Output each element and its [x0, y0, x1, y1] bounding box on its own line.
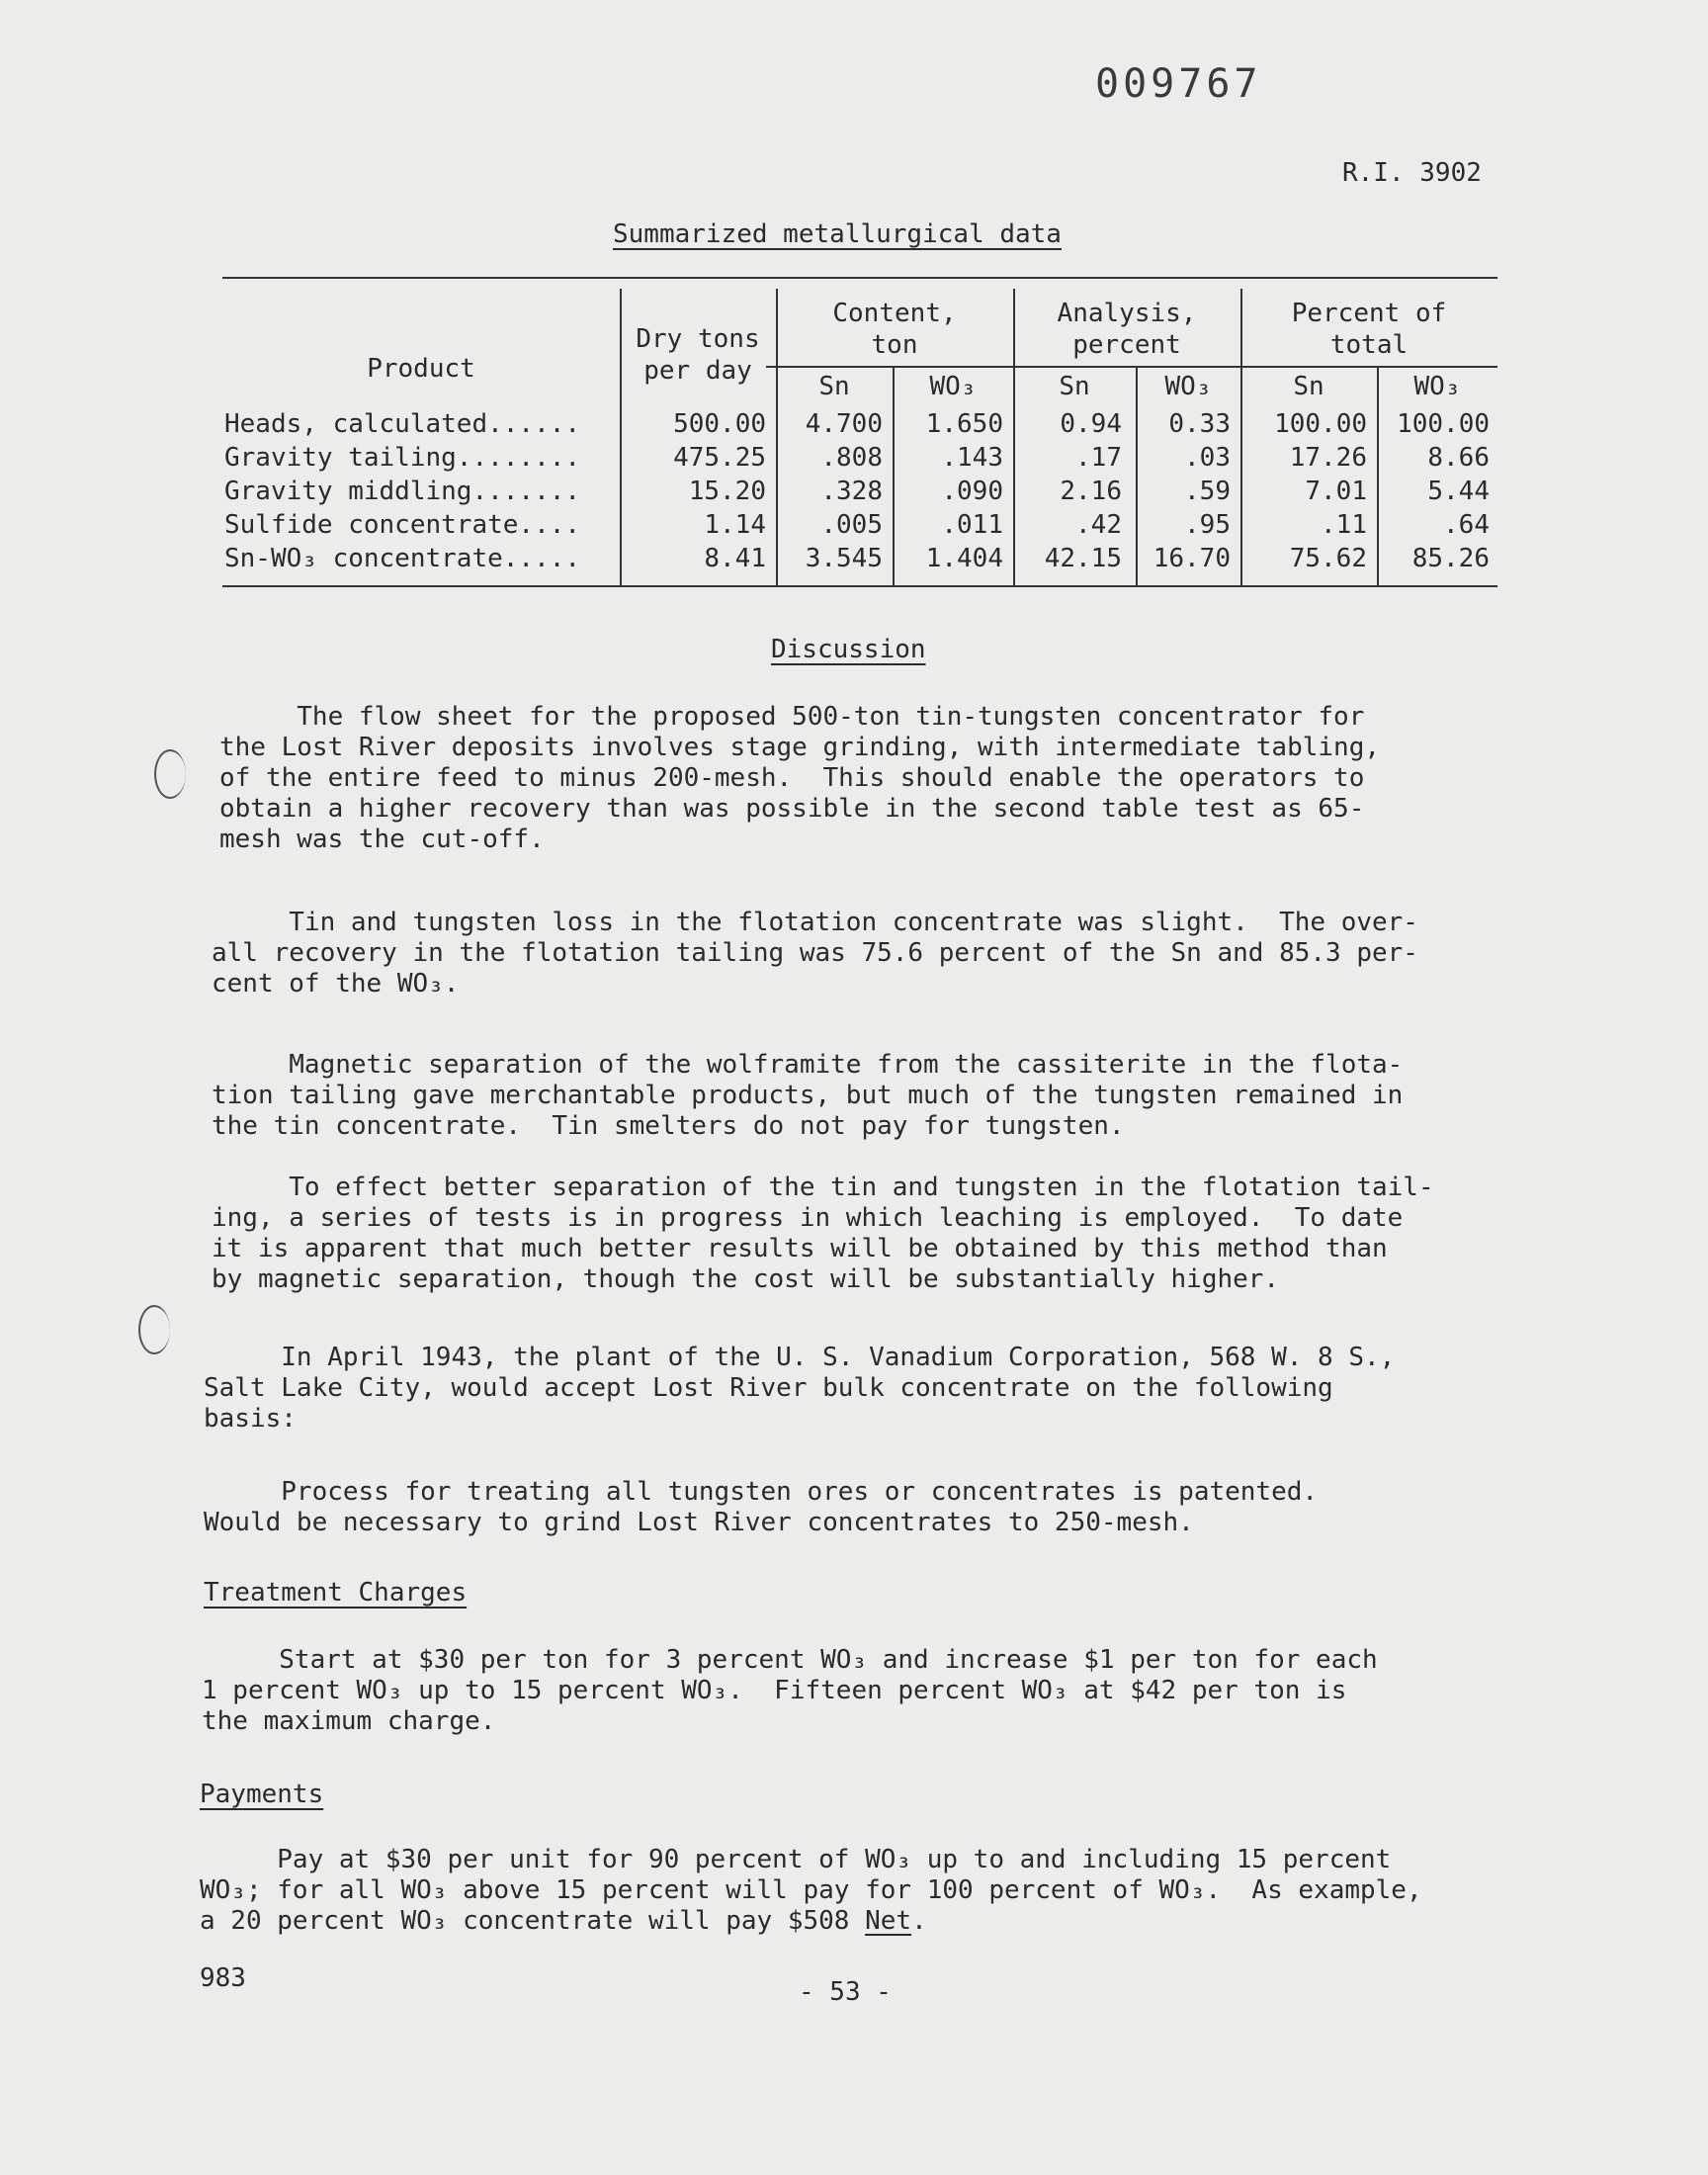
row-dry-tons: 500.00 — [673, 409, 766, 439]
header-percent-wo3: WO₃ — [1413, 372, 1461, 401]
binder-hole-mark — [154, 749, 186, 799]
row-product: Gravity tailing........ — [224, 443, 581, 473]
row-analysis-wo3: .59 — [1184, 477, 1231, 506]
row-content-sn: .808 — [820, 443, 883, 473]
header-percent-total-line2: total — [1329, 330, 1409, 360]
row-pct-wo3: 85.26 — [1411, 544, 1490, 573]
row-pct-wo3: 100.00 — [1397, 409, 1490, 439]
report-id: R.I. 3902 — [1342, 158, 1482, 188]
payments-heading: Payments — [200, 1780, 324, 1809]
row-content-sn: 3.545 — [805, 544, 883, 573]
metallurgical-data-table — [222, 277, 1497, 593]
header-content-line2: ton — [871, 330, 918, 360]
discussion-paragraph-2: Tin and tungsten loss in the flotation concentrate was slight. The over- all recovery in the flotation tailing was 75.6 percent of the Sn and 85.3 per- cent of the WO₃. — [212, 908, 1418, 999]
row-analysis-sn: .42 — [1075, 510, 1122, 540]
row-pct-wo3: .64 — [1443, 510, 1490, 540]
row-content-wo3: 1.650 — [925, 409, 1003, 439]
row-analysis-sn: 0.94 — [1060, 409, 1122, 439]
header-analysis-sn: Sn — [1059, 372, 1090, 401]
header-analysis-wo3: WO₃ — [1164, 372, 1212, 401]
treatment-heading: Treatment Charges — [204, 1578, 468, 1608]
row-analysis-wo3: .95 — [1184, 510, 1231, 540]
row-analysis-sn: 42.15 — [1044, 544, 1122, 573]
header-product: Product — [367, 354, 475, 384]
net-term: Net — [865, 1906, 912, 1936]
header-percent-sn: Sn — [1293, 372, 1324, 401]
treatment-paragraph: Start at $30 per ton for 3 percent WO₃ and increase $1 per ton for each 1 percent WO₃ up to 15 percent WO₃. Fifteen percent WO₃ at $42 per ton is the maximum charge. — [202, 1645, 1378, 1736]
row-dry-tons: 475.25 — [673, 443, 766, 473]
row-pct-sn: 7.01 — [1305, 477, 1367, 506]
row-content-wo3: 1.404 — [925, 544, 1003, 573]
header-percent-total-line1: Percent of — [1291, 299, 1447, 328]
discussion-heading: Discussion — [771, 635, 926, 664]
payments-paragraph: Pay at $30 per unit for 90 percent of WO₃ up to and including 15 percent WO₃; for all WO₃ above 15 percent will pay for 100 percent of WO₃. As example, a 20 percent WO₃ concentrate will pay $508 Net. — [200, 1845, 1422, 1936]
row-content-wo3: .090 — [941, 477, 1003, 506]
row-dry-tons: 1.14 — [704, 510, 766, 540]
row-pct-sn: 100.00 — [1274, 409, 1367, 439]
document-stamp-number: 009767 — [1095, 61, 1262, 107]
row-dry-tons: 8.41 — [704, 544, 766, 573]
row-pct-sn: 75.62 — [1289, 544, 1367, 573]
row-pct-wo3: 8.66 — [1427, 443, 1490, 473]
row-content-sn: .005 — [820, 510, 883, 540]
header-content-wo3: WO₃ — [929, 372, 977, 401]
row-pct-wo3: 5.44 — [1427, 477, 1490, 506]
row-analysis-wo3: 16.70 — [1153, 544, 1231, 573]
discussion-paragraph-5: In April 1943, the plant of the U. S. Vanadium Corporation, 568 W. 8 S., Salt Lake City, would accept Lost River bulk concentrate on the following basis: — [204, 1343, 1396, 1434]
row-pct-sn: .11 — [1321, 510, 1367, 540]
row-product: Sulfide concentrate.... — [224, 510, 581, 540]
row-content-wo3: .143 — [941, 443, 1003, 473]
page-number: - 53 - — [799, 1977, 892, 2007]
discussion-paragraph-1: The flow sheet for the proposed 500-ton tin-tungsten concentrator for the Lost River deposits involves stage grinding, with intermediate tabling, of the entire feed to minus 200-mesh. This should enable the operators to obtain a higher recovery than was possible in the second table test as 65- mesh was the cut-off. — [219, 702, 1380, 854]
footer-code: 983 — [200, 1963, 246, 1993]
row-pct-sn: 17.26 — [1289, 443, 1367, 473]
row-product: Sn-WO₃ concentrate..... — [224, 544, 581, 573]
row-dry-tons: 15.20 — [688, 477, 766, 506]
discussion-paragraph-6: Process for treating all tungsten ores or concentrates is patented. Would be necessary to grind Lost River concentrates to 250-mesh. — [204, 1477, 1319, 1537]
binder-hole-mark — [138, 1305, 170, 1354]
header-analysis-line1: Analysis, — [1057, 299, 1197, 328]
discussion-paragraph-3: Magnetic separation of the wolframite from the cassiterite in the flota- tion tailing gave merchantable products, but much of the tungsten remained in the tin concentrate. Tin smelters do not pay for tungsten. — [212, 1050, 1404, 1141]
row-analysis-sn: .17 — [1075, 443, 1122, 473]
row-analysis-wo3: 0.33 — [1168, 409, 1231, 439]
discussion-paragraph-4: To effect better separation of the tin and tungsten in the flotation tail- ing, a series of tests is in progress in which leaching is employed. To date it is apparent that much better results will be obtained by this method than by magnetic separation, though the cost will be substantially higher. — [212, 1173, 1434, 1294]
header-dry-tons-line2: per day — [643, 356, 752, 386]
row-content-wo3: .011 — [941, 510, 1003, 540]
row-analysis-sn: 2.16 — [1060, 477, 1122, 506]
row-product: Gravity middling....... — [224, 477, 581, 506]
table-title: Summarized metallurgical data — [613, 219, 1062, 249]
row-content-sn: 4.700 — [805, 409, 883, 439]
header-content-line1: Content, — [832, 299, 957, 328]
header-analysis-line2: percent — [1072, 330, 1181, 360]
row-content-sn: .328 — [820, 477, 883, 506]
row-analysis-wo3: .03 — [1184, 443, 1231, 473]
row-product: Heads, calculated...... — [224, 409, 581, 439]
header-dry-tons-line1: Dry tons — [636, 324, 760, 354]
header-content-sn: Sn — [818, 372, 850, 401]
